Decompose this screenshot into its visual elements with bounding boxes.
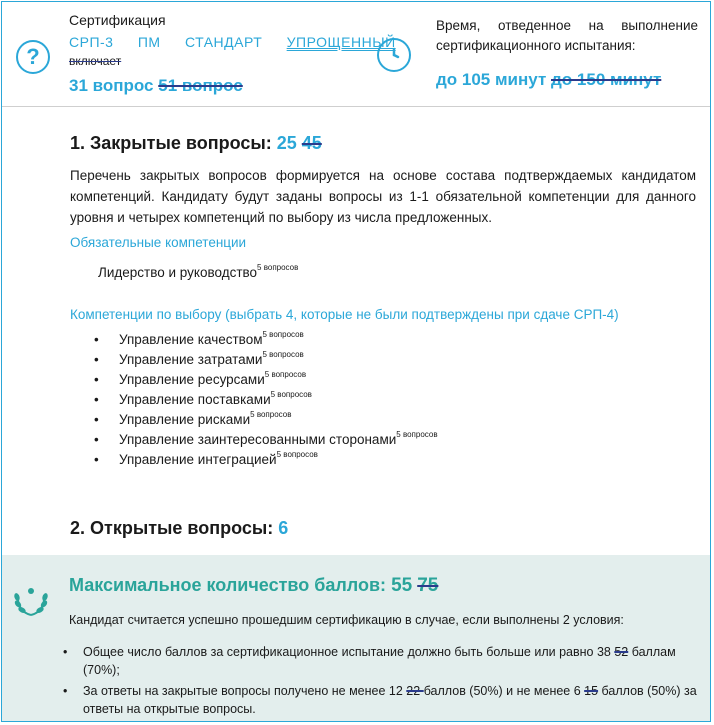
condition-2 [57, 682, 697, 718]
open-title [70, 518, 288, 539]
type-pm[interactable]: ПМ [137, 34, 161, 50]
summary-header [2, 2, 710, 107]
cond2-text-b: баллов (50%) и не менее 6 [423, 684, 585, 698]
count-new: 31 вопрос [69, 76, 154, 95]
required-item-label: Лидерство и руководство [98, 265, 258, 280]
question-icon: ? [16, 40, 50, 74]
cond2-old1: 22 [406, 684, 424, 698]
closed-num-old: 45 [301, 133, 322, 153]
list-item [94, 332, 438, 352]
item-sup: 5 вопросов [262, 330, 304, 339]
max-title [69, 575, 438, 597]
max-text: Кандидат считается успешно прошедшим сертификацию в случае, если выполнены 2 условия: [69, 613, 624, 627]
list-item [94, 452, 438, 472]
cond1-text-b: баллам (70%); [83, 645, 676, 677]
cert-types [69, 34, 416, 50]
item-label: Управление рисками [119, 412, 251, 427]
optional-list [94, 332, 438, 472]
closed-num-new: 25 [276, 133, 297, 153]
item-sup: 5 вопросов [264, 370, 307, 379]
open-title-text: 2. Открытые вопросы: [70, 518, 274, 538]
max-num-old: 75 [417, 575, 439, 596]
closed-title [70, 133, 322, 154]
item-label: Управление заинтересованными сторонами [119, 432, 397, 447]
item-label: Управление качеством [119, 332, 263, 347]
condition-1 [57, 643, 697, 679]
max-score-box [2, 555, 710, 722]
cond1-old: 52 [614, 645, 629, 659]
item-sup: 5 вопросов [396, 430, 438, 439]
list-item [94, 412, 438, 432]
cond2-text-a: За ответы на закрытые вопросы получено не менее 12 [83, 684, 407, 698]
cert-label: Сертификация [69, 12, 166, 28]
cond1-text-a: Общее число баллов за сертификационное испытание должно быть больше или равно 38 [83, 645, 615, 659]
time-old: до 150 минут [551, 70, 662, 89]
max-title-text: Максимальное количество баллов: [69, 575, 387, 595]
conditions-list [57, 643, 697, 721]
question-count [69, 76, 243, 96]
count-old: 51 вопрос [158, 76, 243, 95]
item-label: Управление ресурсами [119, 372, 265, 387]
item-label: Управление затратами [119, 352, 263, 367]
type-simplified[interactable]: УПРОЩЕННЫЙ [286, 34, 396, 50]
required-heading: Обязательные компетенции [70, 235, 247, 250]
list-item [94, 392, 438, 412]
time-new: до 105 минут [436, 70, 547, 89]
type-srp3[interactable]: СРП-3 [69, 34, 114, 50]
list-item [94, 372, 438, 392]
item-sup: 5 вопросов [250, 410, 292, 419]
cond2-old2: 15 [584, 684, 599, 698]
time-label: Время, отведенное на выполнение сертификационного испытания: [436, 18, 698, 53]
time-value [436, 70, 661, 90]
required-item-sup: 5 вопросов [257, 263, 299, 272]
clock-icon [377, 38, 411, 72]
item-sup: 5 вопросов [276, 450, 318, 459]
item-sup: 5 вопросов [270, 390, 312, 399]
list-item [94, 432, 438, 452]
max-num-new: 55 [391, 575, 413, 596]
includes-label: включает [69, 54, 122, 68]
open-num: 6 [278, 518, 289, 538]
closed-title-text: 1. Закрытые вопросы: [70, 133, 272, 153]
type-standard[interactable]: СТАНДАРТ [184, 34, 263, 50]
certification-card [1, 1, 711, 722]
required-item [98, 265, 298, 280]
item-sup: 5 вопросов [262, 350, 304, 359]
item-label: Управление интеграцией [119, 452, 277, 467]
cond2-text-c: баллов (50%) за ответы на открытые вопросы. [83, 684, 697, 716]
closed-paragraph: Перечень закрытых вопросов формируется на основе состава подтверждаемых кандидатом компетенций. Кандидату будут заданы вопросы из 1-1 обязательной компетенции для данного уровня и четырех компетенций по выбору из числа предложенных. [70, 168, 696, 225]
list-item [94, 352, 438, 372]
laurel-icon [12, 585, 50, 619]
optional-heading: Компетенции по выбору (выбрать 4, которые не были подтверждены при сдаче СРП-4) [70, 307, 619, 322]
item-label: Управление поставками [119, 392, 271, 407]
